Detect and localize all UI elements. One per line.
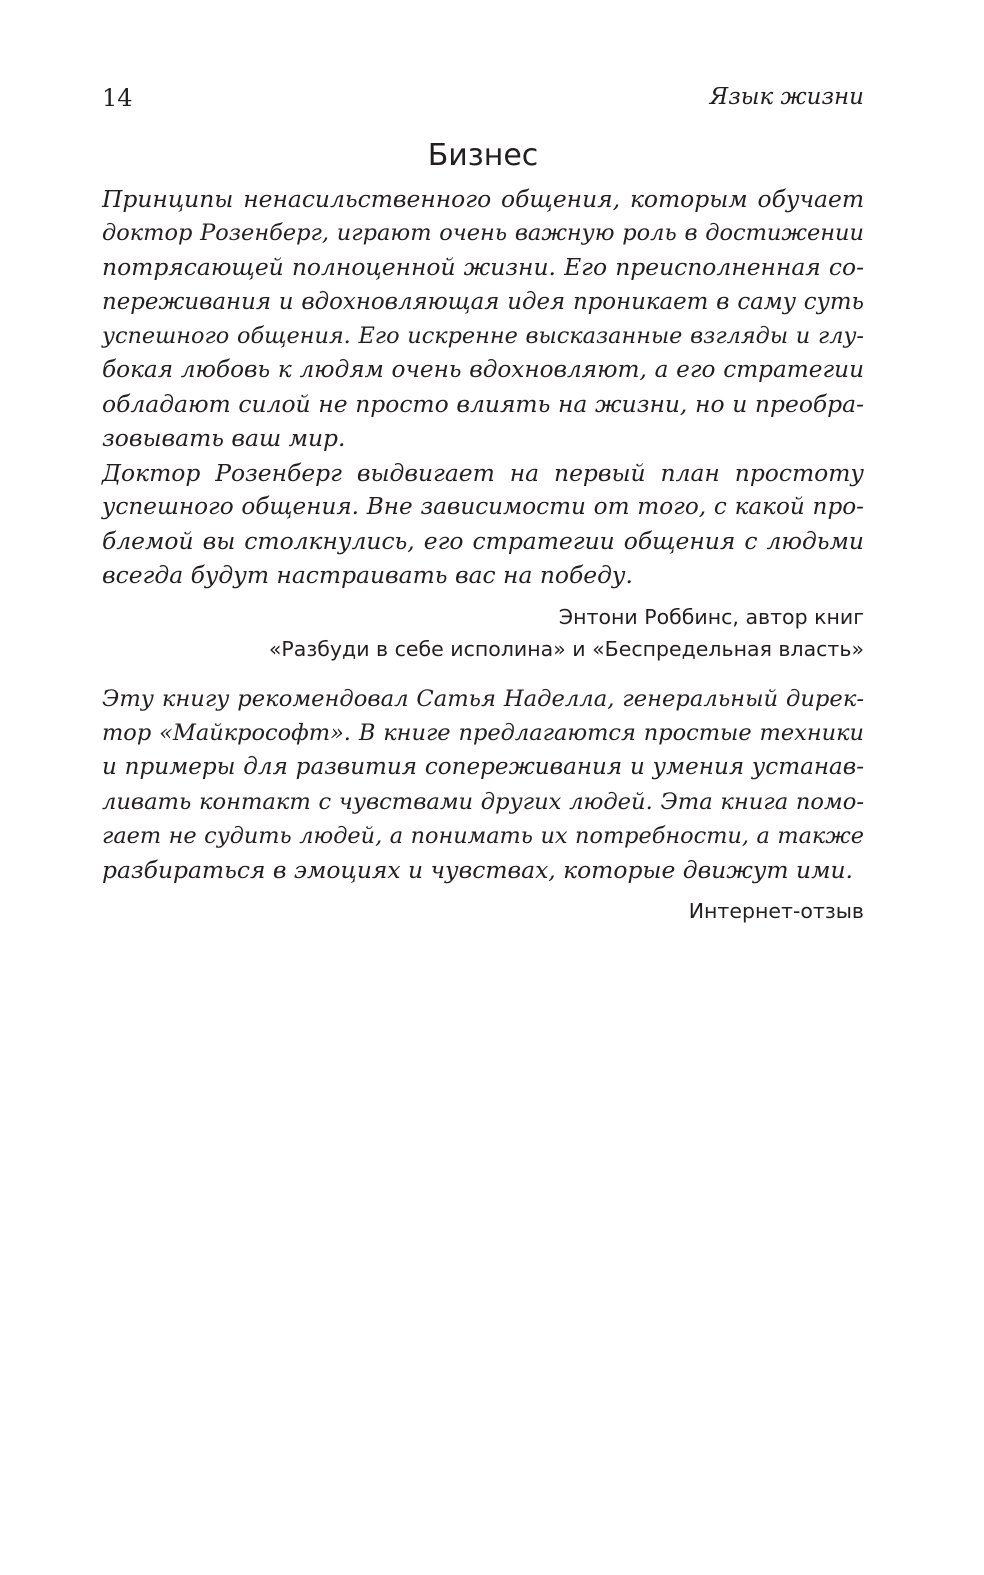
quote-line: потрясающей полноценной жизни. Его преисполненная со- [102, 253, 864, 282]
quote-line: переживания и вдохновляющая идея проникает в саму суть [102, 288, 864, 315]
quote-line: всегда будут настраивать вас на победу. [102, 561, 633, 590]
review-quote-1 [102, 182, 864, 592]
quote-line: зовывать ваш мир. [102, 424, 346, 453]
running-title: Язык жизни [709, 84, 864, 110]
quote-line: и примеры для развития сопереживания и умения устанав- [102, 754, 864, 781]
section-title: Бизнес [427, 138, 539, 173]
quote-line: доктор Розенберг, играют очень важную роль в достижении [102, 220, 864, 247]
quote-line: разбираться в эмоциях и чувствах, которые движут ими. [102, 856, 853, 885]
attribution-line: «Разбуди в себе исполина» и «Беспредельная власть» [268, 636, 864, 661]
quote-line: Доктор Розенберг выдвигает на первый план простоту [102, 458, 864, 487]
quote-line: бокая любовь к людям очень вдохновляют, а его стратегии [102, 357, 864, 384]
quote-line: гает не судить людей, а понимать их потребности, а также [102, 822, 864, 849]
review-attribution-1 [102, 602, 864, 665]
quote-line: ливать контакт с чувствами других людей. Эта книга помо- [102, 788, 864, 815]
quote-line: успешного общения. Его искренне высказанные взгляды и глу- [102, 322, 864, 349]
page-number: 14 [102, 84, 133, 112]
quote-line: обладают силой не просто влиять на жизни, но и преобра- [102, 390, 864, 419]
review-quote-2 [102, 682, 864, 887]
attribution-line: Интернет-отзыв [688, 899, 864, 923]
attribution-line: Энтони Роббинс, автор книг [558, 605, 864, 629]
running-head [102, 84, 864, 116]
quote-line: успешного общения. Вне зависимости от того, с какой про- [102, 493, 864, 520]
quote-line: Принципы ненасильственного общения, которым обучает [102, 185, 864, 213]
review-attribution-2 [102, 896, 864, 928]
quote-line: тор «Майкрософт». В книге предлагаются простые техники [102, 720, 864, 747]
quote-line: Эту книгу рекомендовал Сатья Наделла, генеральный дирек- [102, 686, 864, 712]
quote-line: блемой вы столкнулись, его стратегии общения с людьми [102, 527, 864, 556]
